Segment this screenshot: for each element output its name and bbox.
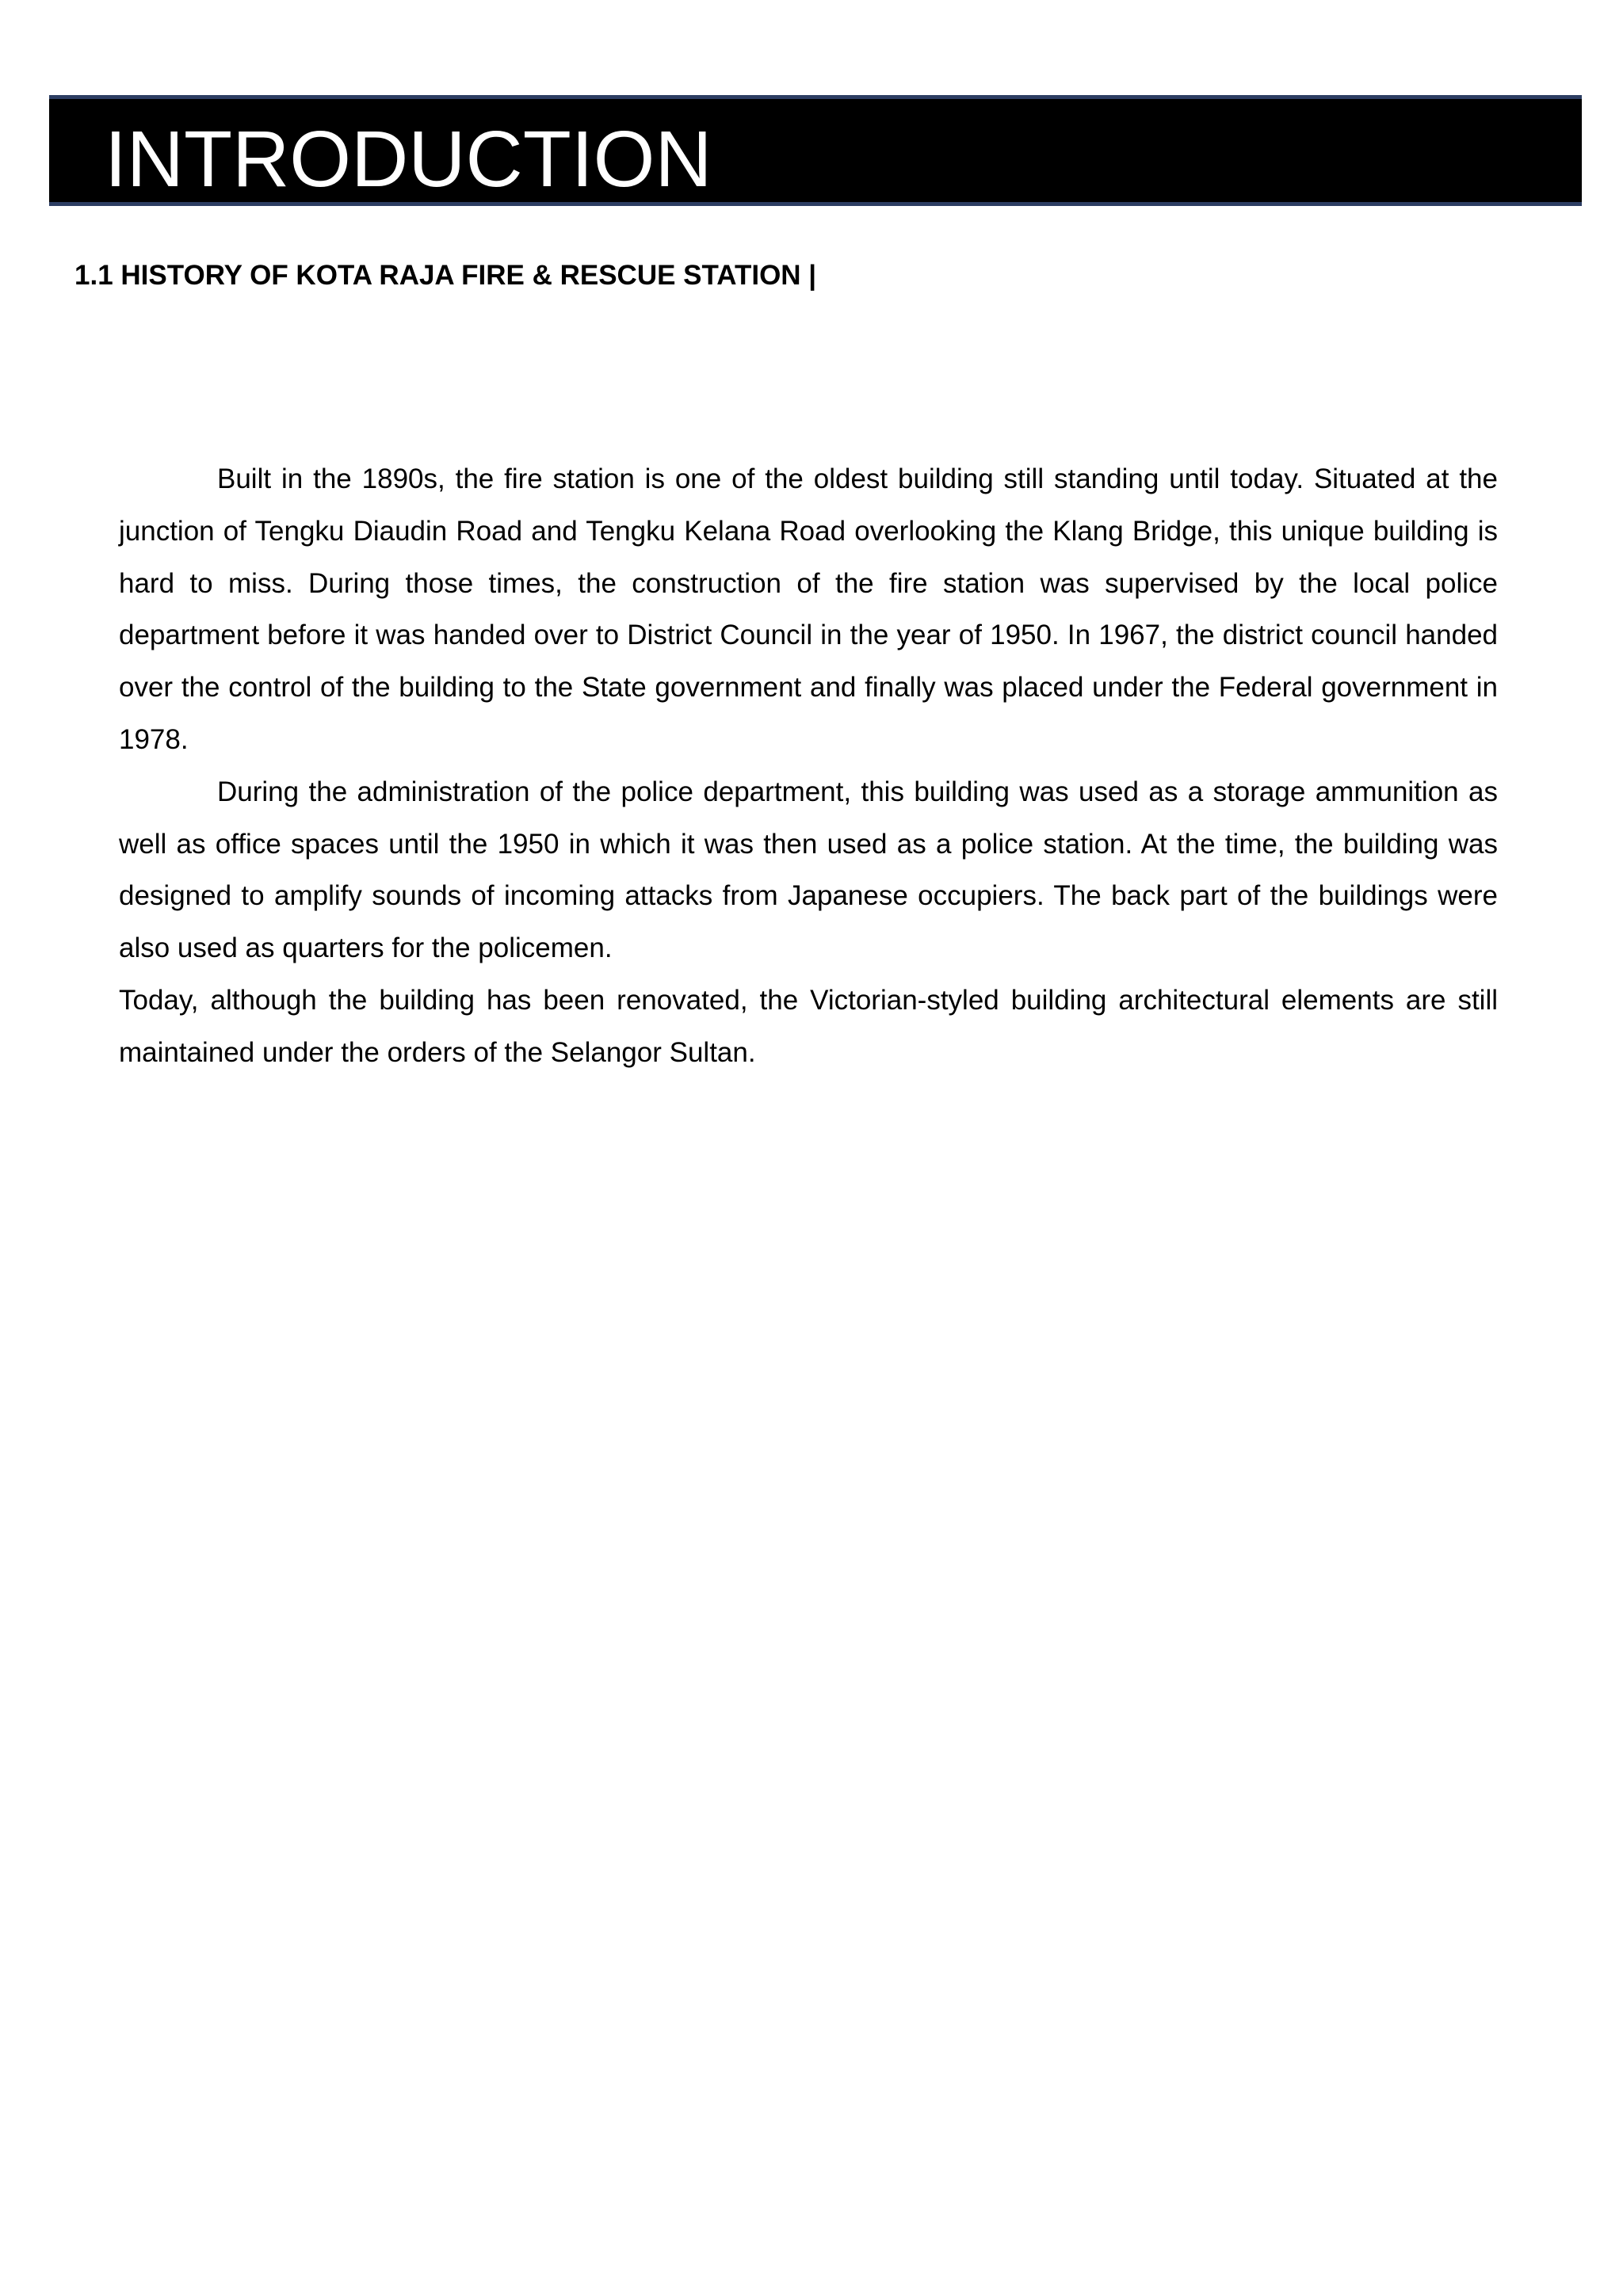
body-text	[119, 453, 1498, 1079]
page-title: INTRODUCTION	[105, 115, 712, 204]
title-banner	[49, 95, 1582, 206]
paragraph-police-administration: During the administration of the police department, this building was used as a storage ammunition as well as office spaces until the 1950 in which it was then used as a police station. At the time, the building was designed to amplify sounds of incoming attacks from Japanese occupiers. The back part of the buildings were also used as quarters for the policemen.	[119, 776, 1498, 964]
paragraph-history: Built in the 1890s, the fire station is one of the oldest building still standing until today. Situated at the junction of Tengku Diaudin Road and Tengku Kelana Road overlooking the Klang Bridge, this unique building is hard to miss. During those times, the construction of the fire station was supervised by the local police department before it was handed over to District Council in the year of 1950. In 1967, the district council handed over the control of the building to the State government and finally was placed under the Federal government in 1978.	[119, 463, 1498, 755]
paragraph-today: Today, although the building has been renovated, the Victorian-styled building architectural elements are still maintained under the orders of the Selangor Sultan.	[119, 984, 1498, 1068]
section-heading: 1.1 HISTORY OF KOTA RAJA FIRE & RESCUE STATION |	[74, 260, 817, 291]
